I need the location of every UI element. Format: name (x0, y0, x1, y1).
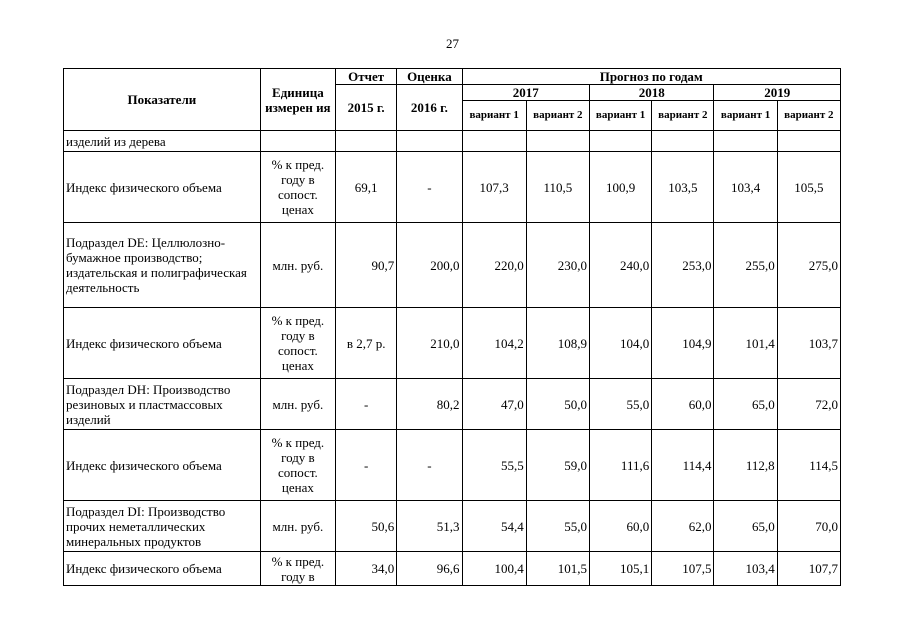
header-forecast: Прогноз по годам (462, 69, 840, 85)
table-row (64, 223, 841, 308)
row-unit: % к пред. году в (260, 552, 335, 586)
cell-2015: в 2,7 р. (336, 308, 397, 379)
cell-2018-v2: 62,0 (652, 501, 714, 552)
cell-2018-v2 (652, 131, 714, 152)
cell-2015: 50,6 (336, 501, 397, 552)
cell-2015: 90,7 (336, 223, 397, 308)
cell-2018-v1: 55,0 (589, 379, 651, 430)
header-indicators: Показатели (64, 69, 261, 131)
table-row (64, 430, 841, 501)
row-name: Индекс физического объема (64, 152, 261, 223)
cell-2017-v2: 230,0 (526, 223, 589, 308)
cell-2017-v2: 59,0 (526, 430, 589, 501)
header-report: Отчет (336, 69, 397, 85)
cell-2018-v1: 240,0 (589, 223, 651, 308)
header-variant: вариант 2 (526, 101, 589, 131)
cell-2019-v2: 70,0 (777, 501, 840, 552)
forecast-table (63, 68, 841, 586)
header-variant: вариант 1 (462, 101, 526, 131)
cell-2018-v1: 111,6 (589, 430, 651, 501)
cell-2019-v1: 255,0 (714, 223, 777, 308)
cell-2018-v2: 104,9 (652, 308, 714, 379)
table-row (64, 379, 841, 430)
cell-2016: 51,3 (397, 501, 462, 552)
cell-2018-v2: 60,0 (652, 379, 714, 430)
cell-2017-v2: 50,0 (526, 379, 589, 430)
cell-2017-v2: 101,5 (526, 552, 589, 586)
cell-2017-v1: 100,4 (462, 552, 526, 586)
cell-2019-v2 (777, 131, 840, 152)
cell-2019-v1: 65,0 (714, 501, 777, 552)
row-unit: млн. руб. (260, 223, 335, 308)
cell-2018-v1 (589, 131, 651, 152)
row-name: Индекс физического объема (64, 430, 261, 501)
cell-2015: 34,0 (336, 552, 397, 586)
row-unit: млн. руб. (260, 379, 335, 430)
row-name: Подраздел DE: Целлюлозно-бумажное производство; издательская и полиграфическая деятельность (64, 223, 261, 308)
cell-2018-v1: 100,9 (589, 152, 651, 223)
table-row (64, 552, 841, 586)
cell-2019-v2: 275,0 (777, 223, 840, 308)
header-estimate-year: 2016 г. (397, 85, 462, 131)
cell-2019-v1: 101,4 (714, 308, 777, 379)
row-name: изделий из дерева (64, 131, 261, 152)
cell-2018-v2: 103,5 (652, 152, 714, 223)
cell-2015: - (336, 430, 397, 501)
cell-2019-v2: 72,0 (777, 379, 840, 430)
cell-2016: 200,0 (397, 223, 462, 308)
cell-2018-v2: 107,5 (652, 552, 714, 586)
row-unit (260, 131, 335, 152)
row-unit: % к пред. году в сопост. ценах (260, 308, 335, 379)
cell-2019-v1 (714, 131, 777, 152)
cell-2016: 80,2 (397, 379, 462, 430)
cell-2019-v2: 114,5 (777, 430, 840, 501)
cell-2016: - (397, 152, 462, 223)
cell-2015: 69,1 (336, 152, 397, 223)
row-unit: % к пред. году в сопост. ценах (260, 430, 335, 501)
cell-2018-v1: 105,1 (589, 552, 651, 586)
table-row (64, 308, 841, 379)
cell-2017-v1: 104,2 (462, 308, 526, 379)
row-name: Индекс физического объема (64, 308, 261, 379)
table-row (64, 501, 841, 552)
cell-2016: 96,6 (397, 552, 462, 586)
cell-2017-v1: 47,0 (462, 379, 526, 430)
cell-2016: 210,0 (397, 308, 462, 379)
header-variant: вариант 1 (589, 101, 651, 131)
cell-2017-v1: 220,0 (462, 223, 526, 308)
cell-2019-v1: 112,8 (714, 430, 777, 501)
cell-2018-v2: 253,0 (652, 223, 714, 308)
row-unit: млн. руб. (260, 501, 335, 552)
row-name: Подраздел DI: Производство прочих неметаллических минеральных продуктов (64, 501, 261, 552)
cell-2018-v2: 114,4 (652, 430, 714, 501)
header-year-2019: 2019 (714, 85, 841, 101)
cell-2017-v1 (462, 131, 526, 152)
cell-2018-v1: 104,0 (589, 308, 651, 379)
page-number: 27 (446, 36, 459, 51)
header-unit: Единица измерен ия (260, 69, 335, 131)
header-variant: вариант 2 (777, 101, 840, 131)
cell-2015 (336, 131, 397, 152)
cell-2019-v1: 103,4 (714, 152, 777, 223)
header-year-2018: 2018 (589, 85, 713, 101)
cell-2017-v2: 110,5 (526, 152, 589, 223)
row-name: Индекс физического объема (64, 552, 261, 586)
cell-2016: - (397, 430, 462, 501)
cell-2017-v1: 55,5 (462, 430, 526, 501)
header-variant: вариант 2 (652, 101, 714, 131)
header-estimate: Оценка (397, 69, 462, 85)
cell-2018-v1: 60,0 (589, 501, 651, 552)
cell-2017-v1: 54,4 (462, 501, 526, 552)
cell-2019-v1: 103,4 (714, 552, 777, 586)
row-unit: % к пред. году в сопост. ценах (260, 152, 335, 223)
cell-2019-v2: 105,5 (777, 152, 840, 223)
header-year-2017: 2017 (462, 85, 589, 101)
cell-2017-v2 (526, 131, 589, 152)
cell-2015: - (336, 379, 397, 430)
row-name: Подраздел DH: Производство резиновых и пластмассовых изделий (64, 379, 261, 430)
cell-2019-v1: 65,0 (714, 379, 777, 430)
cell-2019-v2: 107,7 (777, 552, 840, 586)
cell-2019-v2: 103,7 (777, 308, 840, 379)
header-variant: вариант 1 (714, 101, 777, 131)
cell-2017-v2: 108,9 (526, 308, 589, 379)
cell-2017-v1: 107,3 (462, 152, 526, 223)
cell-2017-v2: 55,0 (526, 501, 589, 552)
header-report-year: 2015 г. (336, 85, 397, 131)
table-row (64, 131, 841, 152)
cell-2016 (397, 131, 462, 152)
table-row (64, 152, 841, 223)
